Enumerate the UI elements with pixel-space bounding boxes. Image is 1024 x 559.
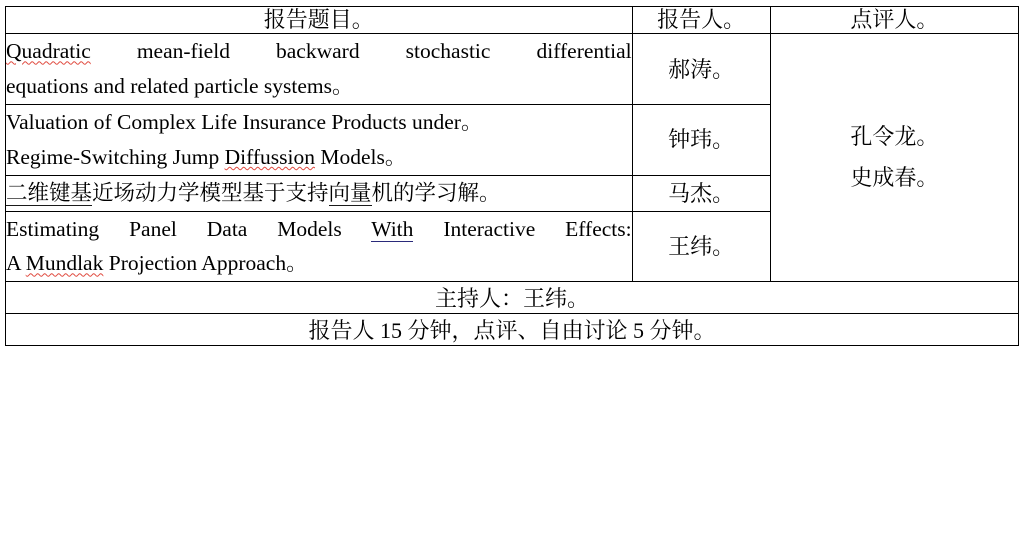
report-title xyxy=(6,175,633,211)
report-title-line: A Mundlak Projection Approach。 xyxy=(6,251,308,276)
document-page xyxy=(0,6,1024,559)
speaker-name: 马杰。 xyxy=(632,175,770,211)
speaker-name: 王纬。 xyxy=(632,211,770,282)
report-title-line: Valuation of Complex Life Insurance Products under。 xyxy=(6,110,483,135)
column-header-title: 报告题目。 xyxy=(6,7,633,34)
report-title-line: 二维键基近场动力学模型基于支持向量机的学习解。 xyxy=(6,180,501,205)
table-header-row xyxy=(6,7,1019,34)
report-title xyxy=(6,34,633,105)
commenter-name: 史成春。 xyxy=(850,164,939,190)
speaker-name: 钟玮。 xyxy=(632,105,770,176)
report-title-line: Regime-Switching Jump Diffussion Models。 xyxy=(6,144,407,169)
report-title-line: Estimating Panel Data Models With Interactive Effects: xyxy=(6,216,632,241)
report-title-line: Quadratic mean-field backward stochastic differential xyxy=(6,39,632,64)
commenter-names xyxy=(770,34,1018,282)
timing-note: 报告人 15 分钟，点评、自由讨论 5 分钟。 xyxy=(6,314,1019,346)
report-title-line: equations and related particle systems。 xyxy=(6,74,354,99)
schedule-table xyxy=(5,6,1019,346)
report-title xyxy=(6,105,633,176)
host-row xyxy=(6,282,1019,314)
report-title xyxy=(6,211,633,282)
note-row xyxy=(6,314,1019,346)
commenter-name: 孔令龙。 xyxy=(850,124,939,150)
host-label: 主持人：王纬。 xyxy=(6,282,1019,314)
table-row xyxy=(6,34,1019,105)
column-header-speaker: 报告人。 xyxy=(632,7,770,34)
speaker-name: 郝涛。 xyxy=(632,34,770,105)
column-header-commenter: 点评人。 xyxy=(770,7,1018,34)
